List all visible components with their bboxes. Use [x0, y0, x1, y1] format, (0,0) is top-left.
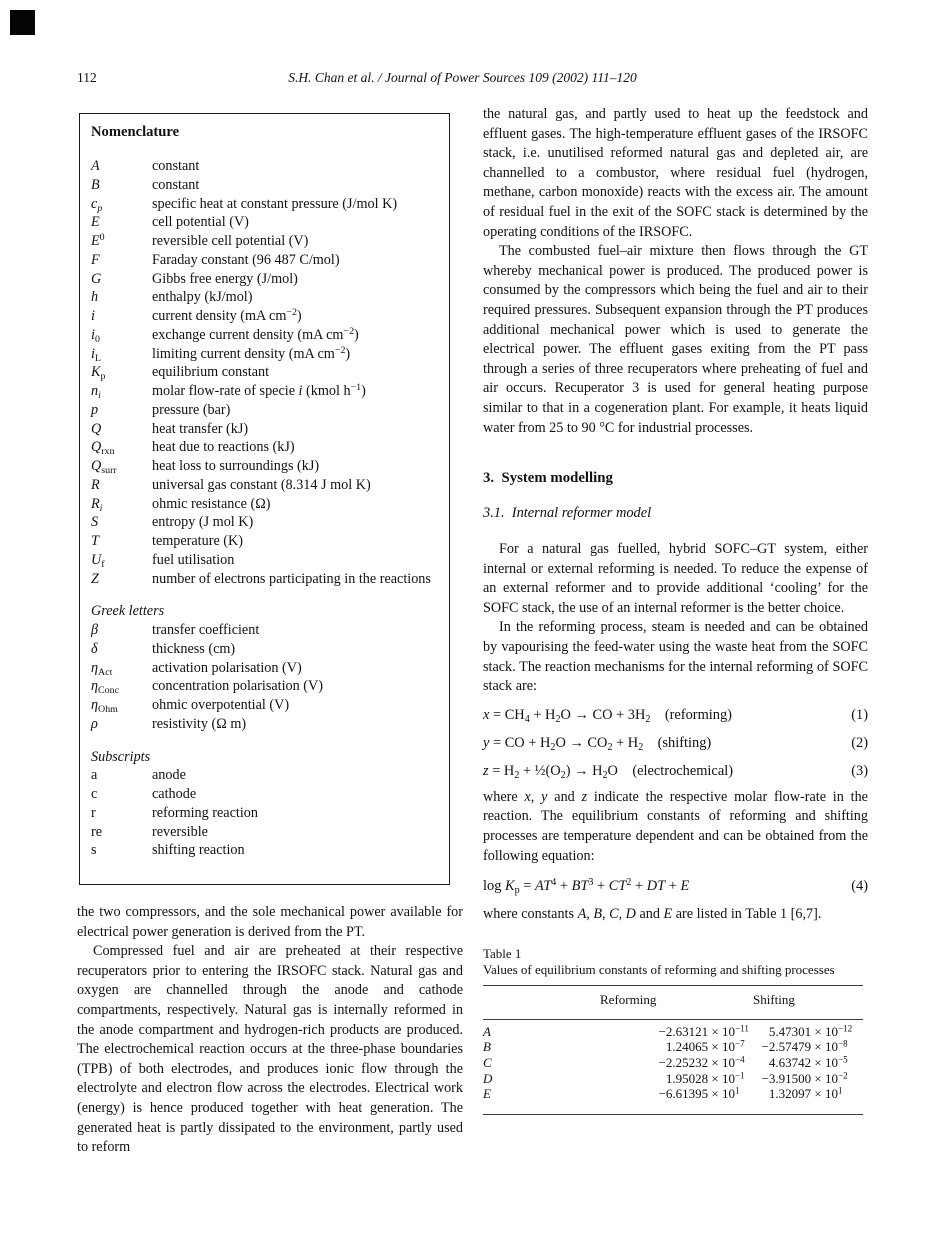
table-row: [483, 1086, 863, 1102]
nomenclature-entry: [91, 401, 437, 420]
nomenclature-description: ohmic overpotential (V): [152, 697, 290, 713]
equation-body: y = CO + $H_2O \to CO_2 + H_2$ (shifting): [483, 734, 712, 753]
nomenclature-description: ohmic resistance (Ω): [152, 495, 271, 512]
nomenclature-entry: [91, 551, 437, 570]
nomenclature-symbol: S: [91, 514, 99, 531]
table-row: [483, 1024, 863, 1040]
nomenclature-entry: [91, 232, 437, 251]
nomenclature-symbol: $c_p$: [91, 195, 103, 214]
shifting-value: $4.63742 \times 10^{-5}$: [768, 1054, 848, 1070]
shifting-value: $-2.57479 \times 10^{-8}$: [761, 1038, 848, 1055]
running-head: S.H. Chan et al. / Journal of Power Sources 109 (2002) 111–120: [288, 70, 637, 85]
nomenclature-entry: [91, 513, 437, 532]
nomenclature-description: constant: [152, 158, 200, 174]
equation-list: [483, 705, 868, 781]
nomenclature-description: heat due to reactions (kJ): [152, 439, 295, 456]
nomenclature-entry: [91, 326, 437, 345]
nomenclature-symbol: $Q_{surr}$: [91, 458, 117, 476]
nomenclature-entry: [91, 532, 437, 551]
nomenclature-entry: [91, 382, 437, 401]
nomenclature-entry: [91, 659, 437, 678]
nomenclature-entry: [91, 766, 437, 785]
nomenclature-symbol: c: [91, 786, 98, 802]
shifting-value: $-3.91500 \times 10^{-2}$: [761, 1070, 848, 1086]
nomenclature-entry: [91, 621, 437, 640]
body-paragraph: In the reforming process, steam is needed and can be obtained by vapourising the feed-water using the waste heat from the SOFC stack. The reaction mechanisms for the internal reforming of SOFC stack are:: [483, 619, 868, 695]
nomenclature-symbol: h: [91, 289, 99, 306]
nomenclature-description: cathode: [152, 786, 197, 802]
nomenclature-entry: [91, 157, 437, 176]
right-column: [483, 105, 868, 1115]
nomenclature-symbol: F: [91, 251, 100, 268]
nomenclature-symbol: p: [91, 401, 99, 418]
table-caption-text: Values of equilibrium constants of reforming and shifting processes: [483, 962, 835, 978]
nomenclature-symbol: G: [91, 270, 102, 287]
nomenclature-entry: [91, 457, 437, 476]
subsection-heading: 3.1. Internal reformer model: [483, 505, 652, 522]
nomenclature-description: pressure (bar): [152, 401, 231, 418]
equation-body: $z = H_2$ + $\frac{1}{2}(O_2) \to H_2O$ (electrochemical): [483, 762, 733, 781]
nomenclature-entry: [91, 696, 437, 715]
nomenclature-symbol: A: [91, 158, 100, 174]
greek-letters-heading: Greek letters: [91, 603, 165, 620]
equation: [483, 761, 868, 781]
nomenclature-description: molar flow-rate of specie i (kmol $h^{-1}$): [152, 382, 366, 399]
table-row-label: B: [483, 1039, 491, 1055]
nomenclature-symbol: β: [91, 622, 99, 638]
nomenclature-entry: [91, 307, 437, 326]
nomenclature-entry: [91, 804, 437, 823]
nomenclature-entry: [91, 495, 437, 514]
nomenclature-title: Nomenclature: [91, 124, 180, 140]
nomenclature-symbol: re: [91, 823, 103, 840]
nomenclature-symbol: r: [91, 804, 96, 821]
nomenclature-description: universal gas constant (8.314 J mol K): [152, 476, 371, 493]
nomenclature-description: anode: [152, 767, 186, 784]
shifting-value: $1.32097 \times 10^1$: [768, 1085, 843, 1102]
nomenclature-entry: [91, 841, 437, 860]
nomenclature-description: reversible: [152, 823, 208, 840]
equation: [483, 876, 868, 896]
nomenclature-entry: [91, 176, 437, 195]
nomenclature-symbol: $\eta_{Ohm}$: [91, 697, 118, 715]
body-paragraph: the natural gas, and partly used to heat up the feedstock and effluent gases. The high-temperature effluent gases of the IRSOFC stack, i.e. unutilised reformed natural gas and depleted air, are channelled to a combustor, where residual fuel (hydrogen, methane, carbon monoxide) reacts with the excess air. The amount of residual fuel in the exit of the SOFC stack is determined by the operating conditions of the IRSOFC.: [483, 106, 868, 240]
table-header-shifting: Shifting: [753, 991, 795, 1007]
nomenclature-description: cell potential (V): [152, 214, 249, 231]
page-number: 112: [77, 70, 97, 85]
nomenclature-symbol: $E^0$: [91, 232, 105, 249]
nomenclature-symbol: $\eta_{Act}$: [91, 659, 113, 678]
nomenclature-description: reforming reaction: [152, 804, 258, 821]
table-header-empty: [483, 992, 595, 1008]
nomenclature-symbol: a: [91, 767, 98, 784]
equation: [483, 733, 868, 753]
body-paragraph: Compressed fuel and air are preheated at their respective recuperators prior to entering the IRSOFC stack. Natural gas and oxygen are channelled through the anode and cathode compartments, respectively. Natural gas is internally reformed in the anode compartment and hydrogen-rich products are produced. The electrochemical reaction occurs at the three-phase boundaries (TPB) of both electrodes, and produces ionic flow through the electrolyte and electron flow across the electrodes. Electrical work (energy) is hence produced together with heat generation. The generated heat is partly dissipated to the environment, partly used to reform: [77, 943, 463, 1156]
nomenclature-description: heat transfer (kJ): [152, 420, 249, 437]
nomenclature-symbol: Z: [91, 570, 99, 587]
table-row-label: A: [483, 1023, 491, 1039]
nomenclature-entry: [91, 195, 437, 214]
nomenclature-description: number of electrons participating in the reactions: [152, 570, 431, 587]
table-1: [483, 946, 863, 1115]
scan-registration-mark: [10, 10, 35, 35]
reforming-value: $1.95028 \times 10^{-1}$: [665, 1070, 745, 1086]
nomenclature-symbol: $\eta_{Conc}$: [91, 678, 119, 697]
nomenclature-entry: [91, 288, 437, 307]
nomenclature-symbol: ρ: [91, 715, 98, 732]
nomenclature-entry: [91, 363, 437, 382]
nomenclature-symbol: $i_L$: [91, 345, 102, 364]
nomenclature-box: [79, 113, 450, 885]
nomenclature-description: reversible cell potential (V): [152, 233, 309, 249]
nomenclature-description: fuel utilisation: [152, 551, 235, 568]
equation-number: (4): [851, 878, 868, 895]
body-paragraph: The combusted fuel–air mixture then flows through the GT whereby mechanical power is produced. The produced power is consumed by the compressors which being the fuel and air to their required pressures. Subsequent expansion through the PT produces additional mechanical power which is used to generate the electrical power. The effluent gases exiting from the PT pass through a series of three recuperators where preheating of fuel and air occurs. Recuperator 3 is used for general heating purpose similar to that in a cogeneration plant. For example, it heats liquid water from 25 to 90 °C for industrial processes.: [483, 243, 868, 436]
equation-body: $x = CH_4 + H_2O$ → CO + $3H_2$ (reforming): [483, 706, 732, 725]
left-column: [77, 903, 463, 1158]
table-body: [483, 1020, 863, 1108]
reforming-value: $1.24065 \times 10^{-7}$: [665, 1038, 745, 1055]
nomenclature-entry: [91, 270, 437, 289]
nomenclature-description: Faraday constant (96 487 C/mol): [152, 251, 340, 268]
nomenclature-entry: [91, 785, 437, 804]
nomenclature-description: transfer coefficient: [152, 622, 260, 638]
nomenclature-description: shifting reaction: [152, 842, 245, 859]
body-paragraph: where x, y and z indicate the respective molar flow-rate in the reaction. The equilibrium constants of reforming and shifting processes are temperature dependent and can be obtained from the following equation:: [483, 788, 868, 864]
reforming-value: $-6.61395 \times 10^1$: [658, 1085, 740, 1102]
nomenclature-description: specific heat at constant pressure (J/mol K): [152, 195, 398, 212]
table-row-label: E: [483, 1086, 491, 1102]
table-row-label: D: [483, 1070, 493, 1086]
nomenclature-symbol: R: [91, 476, 100, 493]
nomenclature-entry: [91, 420, 437, 439]
table-caption-label: Table 1: [483, 945, 522, 961]
nomenclature-description: equilibrium constant: [152, 364, 270, 381]
nomenclature-description: enthalpy (kJ/mol): [152, 289, 253, 306]
nomenclature-subscripts-list: [91, 766, 437, 860]
nomenclature-entry: [91, 476, 437, 495]
nomenclature-entry: [91, 345, 437, 364]
nomenclature-description: activation polarisation (V): [152, 659, 302, 676]
nomenclature-greek-list: [91, 621, 437, 734]
table-row: [483, 1055, 863, 1071]
table-row: [483, 1039, 863, 1055]
table-row-label: C: [483, 1055, 492, 1070]
nomenclature-description: entropy (J mol K): [152, 514, 254, 531]
nomenclature-description: resistivity (Ω m): [152, 715, 247, 732]
equation-number: (1): [851, 706, 868, 723]
nomenclature-symbol: B: [91, 176, 100, 193]
nomenclature-symbol: s: [91, 842, 97, 859]
table-rule-bottom: [483, 1114, 863, 1115]
nomenclature-entry: [91, 570, 437, 589]
nomenclature-description: limiting current density (mA $cm^{-2}$): [152, 344, 351, 362]
nomenclature-description: heat loss to surroundings (kJ): [152, 458, 320, 474]
nomenclature-symbol: $U_f$: [91, 551, 105, 570]
nomenclature-symbol: $n_i$: [91, 383, 101, 401]
nomenclature-description: Gibbs free energy (J/mol): [152, 270, 298, 287]
nomenclature-description: thickness (cm): [152, 640, 236, 657]
table-header-reforming: Reforming: [600, 991, 657, 1007]
nomenclature-entry: [91, 677, 437, 696]
nomenclature-symbol: E: [91, 214, 100, 231]
body-paragraph: where constants A, B, C, D and E are listed in Table 1 [6,7].: [483, 906, 822, 923]
nomenclature-entry: [91, 438, 437, 457]
nomenclature-description: concentration polarisation (V): [152, 678, 323, 695]
subscripts-heading: Subscripts: [91, 748, 151, 765]
equation-number: (3): [851, 762, 868, 779]
reforming-value: $-2.63121 \times 10^{-11}$: [658, 1023, 749, 1039]
table-header-row: [483, 986, 863, 1013]
equation-number: (2): [851, 734, 868, 751]
body-paragraph: the two compressors, and the sole mechanical power available for electrical power generation is derived from the PT.: [77, 904, 463, 940]
nomenclature-symbol: i: [91, 308, 95, 324]
nomenclature-symbol: T: [91, 533, 99, 549]
nomenclature-main-list: [91, 157, 437, 588]
nomenclature-entry: [91, 640, 437, 659]
table-row: [483, 1071, 863, 1087]
shifting-value: $5.47301 \times 10^{-12}$: [768, 1023, 853, 1039]
nomenclature-description: current density (mA $cm^{-2}$): [152, 307, 302, 324]
nomenclature-symbol: δ: [91, 640, 98, 657]
nomenclature-symbol: $Q_{rxn}$: [91, 439, 115, 458]
nomenclature-symbol: Q: [91, 420, 102, 437]
nomenclature-symbol: $R_i$: [91, 495, 103, 514]
nomenclature-description: exchange current density (mA $cm^{-2}$): [152, 325, 359, 343]
nomenclature-description: temperature (K): [152, 533, 243, 549]
section-heading: 3. System modelling: [483, 470, 613, 487]
nomenclature-entry: [91, 715, 437, 734]
reforming-value: $-2.25232 \times 10^{-4}$: [658, 1054, 745, 1070]
body-paragraph: For a natural gas fuelled, hybrid SOFC–GT system, either internal or external reforming is needed. To reduce the expense of an external reformer and to provide additional ‘cooling’ for the SOFC stack, the use of an internal reformer is the better choice.: [483, 541, 868, 616]
nomenclature-description: constant: [152, 176, 200, 193]
equation: [483, 705, 868, 725]
nomenclature-entry: [91, 213, 437, 232]
equation-body: $\log K_p = AT^4 + BT^3 + CT^2$ + DT + E: [483, 877, 690, 897]
nomenclature-symbol: $K_p$: [91, 364, 106, 383]
nomenclature-symbol: $i_0$: [91, 326, 100, 345]
nomenclature-entry: [91, 823, 437, 842]
nomenclature-entry: [91, 251, 437, 270]
